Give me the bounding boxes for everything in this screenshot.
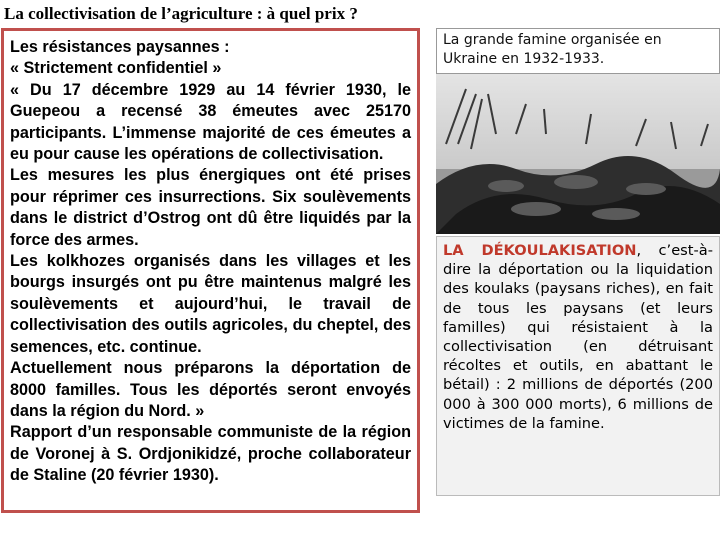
famine-photo	[436, 74, 720, 234]
report-paragraph-1: « Du 17 décembre 1929 au 14 février 1930, le Guepeou a recensé 38 émeutes avec 25170 participants. L’immense majorité de ces émeutes a eu pour cause les opérations de collectivisation.	[10, 80, 411, 164]
photo-caption: La grande famine organisée en Ukraine en 1932-1933.	[436, 28, 720, 74]
dekoulakisation-text	[443, 241, 713, 433]
resistance-text-box	[1, 28, 420, 513]
report-paragraph-4: Actuellement nous préparons la déportation de 8000 familles. Tous les déportés seront envoyés dans la région du Nord. »	[10, 359, 411, 420]
report-paragraph-3: Les kolkhozes organisés dans les villages et les bourgs insurgés ont pu être maintenus malgré les soulèvements et aujourd’hui, le travail de collectivisation des outils agricoles, du cheptel, des semences, etc. continue.	[10, 252, 411, 356]
page-title: La collectivisation de l’agriculture : à quel prix ?	[4, 4, 358, 23]
dekoulakisation-body: , c’est-à-dire la déportation ou la liquidation des koulaks (paysans riches), en fait de tous les paysans (et leurs familles) qui résistaient à la collectivisation (en détruisant récoltes et outils, en abattant le bétail) : 2 millions de déportés (200 000 à 300 000 morts), 6 millions de victimes de la famine.	[443, 242, 713, 432]
confidential-label: « Strictement confidentiel »	[10, 59, 222, 78]
report-paragraph-2: Les mesures les plus énergiques ont été prises pour réprimer ces insurrections. Six soulèvements dans le district d’Ostrog ont dû être liquidés par la force des armes.	[10, 166, 411, 249]
resistance-heading: Les résistances paysannes :	[10, 38, 230, 56]
dekoulakisation-heading: LA DÉKOULAKISATION	[443, 242, 637, 259]
dekoulakisation-box	[436, 236, 720, 496]
famine-photo-illustration	[436, 74, 720, 234]
report-source: Rapport d’un responsable communiste de la région de Voronej à S. Ordjonikidzé, proche collaborateur de Staline (20 février 1930).	[10, 423, 411, 485]
